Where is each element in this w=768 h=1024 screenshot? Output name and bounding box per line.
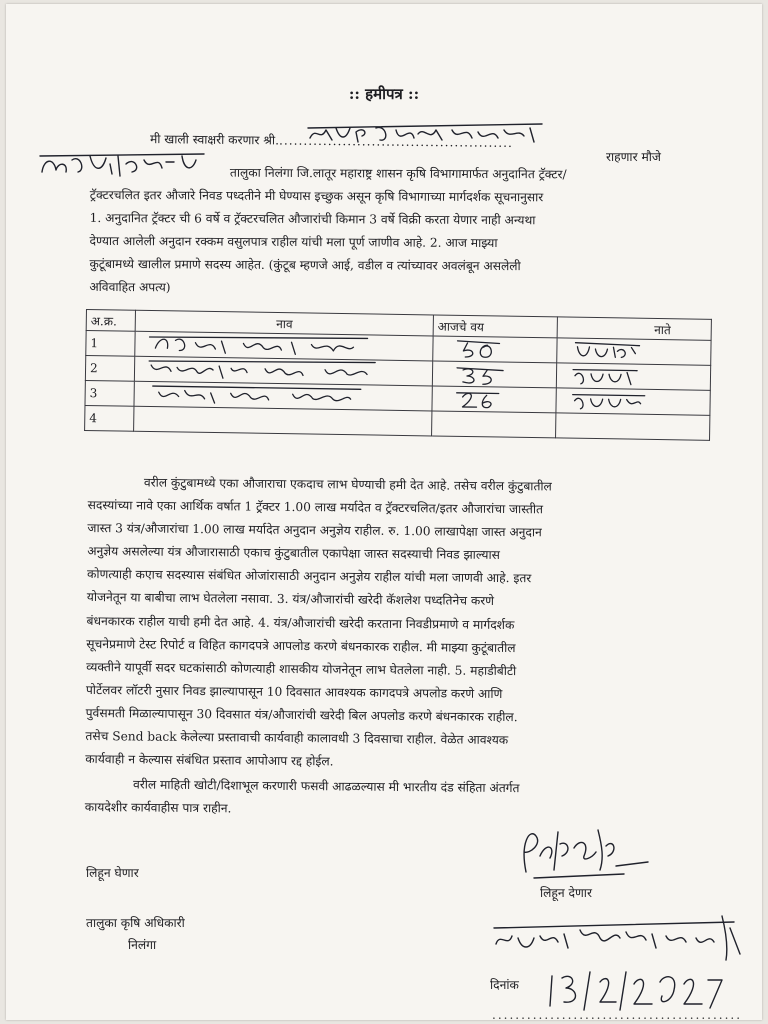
row-sr: 3	[85, 380, 135, 406]
intro-line-1: तालुका निलंगा जि.लातूर महाराष्ट्र शासन कृषि विभागामार्फत अनुदानित ट्रॅक्टर/	[229, 165, 567, 182]
declarant-name-handwriting	[306, 120, 546, 150]
signer-name-handwriting	[490, 908, 750, 968]
row-relation-handwriting	[557, 363, 711, 390]
signer-label: लिहून देणार	[540, 886, 592, 900]
body-line-14: वरील माहिती खोटी/दिशाभूल करणारी फसवी आढळल्यास मी भारतीय दंड संहिता अंतर्गत	[132, 777, 520, 796]
row-relation-handwriting	[557, 338, 711, 365]
resident-of-label: राहणार मौजे	[606, 150, 661, 164]
body-line-9: व्यक्तीने यापूर्वी सदर घटकांसाठी कोणत्याही शासकीय योजनेतून लाभ घेतलेला नाही. 5. महाडीबीटी	[86, 659, 517, 678]
written-by-label: लिहून घेणार	[86, 866, 139, 880]
intro-line-6: अविवाहित अपत्य)	[89, 279, 171, 295]
declarant-intro: मी खाली स्वाक्षरी करणार श्री.................................................	[149, 132, 514, 150]
officer-title: तालुका कृषि अधिकारी	[86, 916, 185, 930]
row-sr: 1	[86, 331, 136, 357]
row-age-handwriting	[432, 361, 557, 388]
body-line-5: कोणत्याही कएाच सदस्यास संबंधित ओजांरासाठी अनुदान अनुज्ञेय राहील यांची मला जाणवी आहे. इतर	[86, 567, 532, 586]
officer-place: निलंगा	[128, 938, 157, 952]
intro-line-3: 1. अनुदानित ट्रॅक्टर ची 6 वर्षे व ट्रॅक्टरचलित औजारांची किमान 3 वर्षे विक्री करता येणार नाही अन्यथा	[89, 210, 536, 228]
body-line-1: वरील कुंटुबामध्ये एका औजाराचा एकदाच लाभ घेण्याची हमी देत आहे. तसेच वरील कुंटुबातील	[143, 475, 552, 494]
row-age-handwriting	[433, 336, 558, 363]
body-line-10: पोर्टेलवर लॉटरी नुसार निवड झाल्यापासून 10 दिवसात आवश्यक कागदपत्रे अपलोड करणे आणि	[85, 682, 503, 701]
row-age	[431, 411, 556, 438]
intro-line-5: कुटूंबामध्ये खालील प्रमाणे सदस्य आहेत. (कुंटूब म्हणजे आई, वडील व त्यांच्यावर अवलंबून असलेली	[89, 256, 521, 274]
body-line-12: तसेच Send back केलेल्या प्रस्तावाची कार्यवाही कालावधी 3 दिवसाचा राहील. वेळेत आवश्यक	[85, 729, 509, 748]
body-line-13: कार्यवाही न केल्यास संबंधित प्रस्ताव आपोआप रद्द होईल.	[85, 752, 334, 769]
header-relation: नाते	[557, 317, 711, 340]
body-line-4: अनुज्ञेय असलेल्या यंत्र औजारासाठी एकाच कुंटुबातील एकापेक्षा जास्त सदस्याची निवड झाल्यास	[87, 544, 500, 563]
body-line-6: योजनेतून या बाबीचा लाभ घेतलेला नसावा. 3. यंत्र/औजारांची खरेदी कॅशलेश पध्दतिनेच करणे	[86, 590, 495, 609]
row-name-handwriting	[134, 381, 432, 411]
body-line-2: सदस्यांच्या नावे एका आर्थिक वर्षात 1 ट्रॅक्टर 1.00 लाख मर्यादेत व ट्रॅक्टरचलित/इतर औजारांचा जास्तीत	[87, 498, 544, 517]
row-relation-handwriting	[556, 388, 710, 415]
date-label: दिनांक	[490, 978, 519, 992]
dotted-line: ...........................................	[492, 1008, 743, 1022]
body-line-8: सूचनेप्रमाणे टेस्ट रिपोर्ट व विहित कागदपत्रे आपलोड करणे बंधनकारक राहील. मी माझ्या कुटूंबातील	[86, 636, 516, 655]
intro-paragraph	[89, 161, 567, 301]
declarant-intro-text: मी खाली स्वाक्षरी करणार श्री.	[149, 132, 280, 148]
signature	[516, 822, 666, 892]
row-age-handwriting	[432, 386, 557, 413]
intro-line-4: देण्यात आलेली अनुदान रक्कम वसुलपात्र राहील यांची मला पूर्ण जाणीव आहे. 2. आज माझ्या	[89, 233, 498, 251]
undertaking-body	[85, 471, 552, 824]
header-age: आजचे वय	[433, 315, 558, 338]
body-line-7: बंधनकारक राहील याची हमी देत आहे. 4. यंत्र/औजारांची खरेदी करताना निवडीप्रमाणे व मार्गदर्शक	[86, 613, 515, 632]
header-sr: अ.क्र.	[86, 310, 136, 332]
row-relation	[556, 413, 710, 440]
document-title: :: हमीपत्र ::	[348, 85, 420, 103]
row-sr: 4	[85, 405, 135, 431]
row-name	[134, 406, 432, 436]
family-members-table	[84, 309, 712, 441]
body-line-3: जास्त 3 यंत्र/औजारांचा 1.00 लाख मर्यादेत अनुदान अनुज्ञेय राहील. रु. 1.00 लाखापेक्षा जास्त अनुदान	[87, 521, 542, 540]
intro-line-2: ट्रॅक्टरचलित इतर औजारे निवड पध्दतीने मी घेण्यास इच्छुक असून कृषि विभागाच्या मार्गदर्शक सूचनानुसार	[89, 187, 544, 205]
body-line-15: कायदेशीर कार्यवाहीस पात्र राहीन.	[84, 800, 232, 816]
body-line-11: पुर्वसमती मिळाल्यापासून 30 दिवसात यंत्र/औजारांची खरेदी बिल अपलोड करणे बंधनकारक राहील.	[85, 705, 518, 725]
header-name: नाव	[135, 310, 433, 336]
row-sr: 2	[85, 356, 135, 382]
